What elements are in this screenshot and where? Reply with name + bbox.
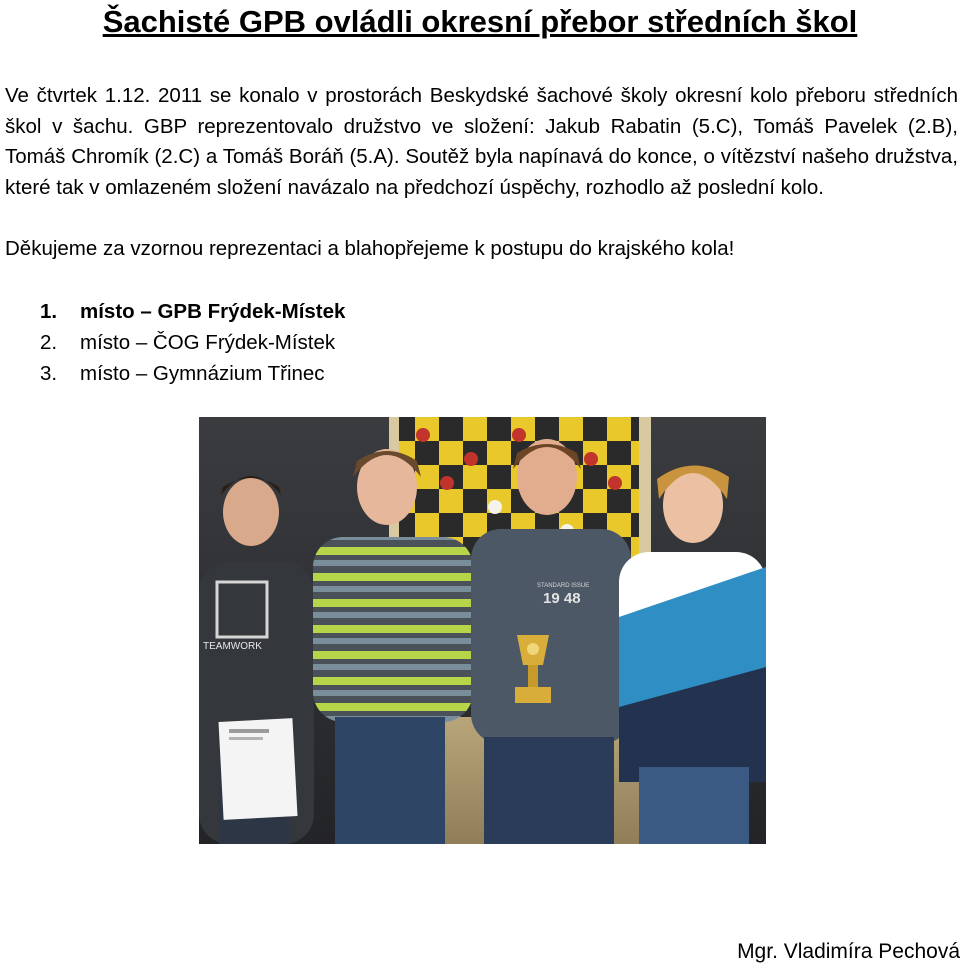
thanks-paragraph: Děkujeme za vzornou reprezentaci a blahopřejeme k postupu do krajského kola! [5, 237, 735, 260]
sweatshirt-print-text: 19 48 [543, 590, 581, 607]
result-item [40, 296, 345, 327]
result-text: místo – ČOG Frýdek-Místek [80, 331, 336, 354]
result-number: 2. [40, 331, 58, 354]
results-list [40, 296, 345, 389]
result-text: místo – Gymnázium Třinec [80, 362, 325, 385]
article-paragraph: Ve čtvrtek 1.12. 2011 se konalo v prostorách Beskydské šachové školy okresní kolo přeboru středních škol v šachu. GBP reprezentovalo družstvo ve složení: Jakub Rabatin (5.C), Tomáš Pavelek (2.B), Tomáš Chromík (2.C) a Tomáš Boráň (5.A). Soutěž byla napínavá do konce, o vítězství našeho družstva, které tak v omlazeném složení navázalo na předchozí úspěchy, rozhodlo až poslední kolo. [5, 84, 958, 199]
team-photo [199, 417, 766, 844]
result-text: místo – GPB Frýdek-Místek [80, 300, 346, 323]
result-item [40, 327, 345, 358]
sweatshirt-brand-text: STANDARD ISSUE [537, 583, 590, 589]
result-item [40, 358, 345, 389]
result-number: 3. [40, 362, 58, 385]
hoodie-print-text: TEAMWORK [203, 641, 262, 652]
author-signature: Mgr. Vladimíra Pechová [737, 940, 960, 963]
article-title: Šachisté GPB ovládli okresní přebor středních škol [102, 4, 858, 39]
result-number: 1. [40, 300, 58, 323]
